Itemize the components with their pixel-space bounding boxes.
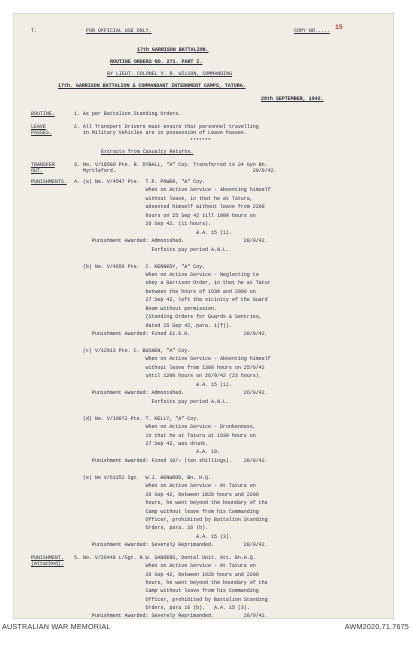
punishment-line: (Standing Orders for Guards & Sentries, <box>74 314 262 321</box>
punishment-line: Punishment Awarded: Admonished. 26/9/42. <box>74 390 268 397</box>
punishment-line: 26 Sep 42, between 1820 hours and 2200 <box>74 491 259 498</box>
transfer-heading-2: OUT. <box>31 168 43 174</box>
punishment-line: Punishment Awarded: Fined £1.0.0. 28/9/42. <box>74 331 268 338</box>
punishment-line: A.A. 15 (3). <box>74 533 232 540</box>
attached-heading-2: (Attached). <box>31 561 64 567</box>
attached-punishment-line: Punishment Awarded: Severely Reprimanded. 28/9/42. <box>74 613 268 620</box>
punishment-line: without leave, in that he at Tatura, <box>74 195 253 202</box>
archive-footer <box>0 622 413 653</box>
punishment-line: A.A. 15 (1). <box>74 229 232 236</box>
punishment-line: 27 Sep 42, was drunk. <box>74 440 209 447</box>
attached-punishment-line: hours, he went beyond the boundary of the <box>74 579 268 586</box>
punishment-line: 26 Sep 42. (11 hours). <box>74 221 212 228</box>
punishment-line: Orders, para. 16 (b). <box>74 525 209 532</box>
attached-punishment-line: 5. No. V/26448 L/Sgt. N.W. SANDERS, Dental Unit. Att. Bn.H.Q. <box>74 555 256 561</box>
classification-label: FOR OFFICIAL USE ONLY. <box>86 28 152 34</box>
punishment-line: Punishment Awarded: Admonished. 28/9/42. <box>74 238 268 245</box>
punishment-line: hours, he went beyond the boundary of the <box>74 500 268 507</box>
punishments-heading: PUNISHMENTS. <box>31 179 67 185</box>
order-date: 28th SEPTEMBER, 1942. <box>261 96 324 102</box>
attached-punishment-line: Orders, para 16 (b). A.A. 15 (3). <box>74 604 250 611</box>
copy-label: COPY NO..... <box>294 28 330 34</box>
punishment-line: When on Active Service - Absenting himself <box>74 356 271 363</box>
location-line: 17th. GARRISON BATTALION & COMMANDANT INTERNMENT CAMPS, TATURA. <box>58 83 246 89</box>
punishment-line: dated 15 Sep 42, para. 1(f)). <box>74 322 232 329</box>
archive-reference: AWM2020.71.7675 <box>344 622 409 631</box>
punishment-line: A.A. 19. <box>74 449 220 456</box>
leave-text-2: in Military Vehicles are in possession of Leave Passes. <box>74 130 247 136</box>
punishment-line: 4. (a) No. V/4547 Pte. T.P. POWER, "A" Coy. <box>74 179 206 185</box>
punishment-line: between the hours of 1930 and 2000 on <box>74 288 256 295</box>
leave-heading-2: PASSES. <box>31 130 52 136</box>
punishment-line: Forfeits pay period A.W.L. <box>74 246 229 253</box>
punishment-line: Camp without leave from his Commanding <box>74 508 259 515</box>
unit-title: 17th GARRISON BATTALION. <box>137 47 209 53</box>
punishment-line: hours on 25 Sep 42 till 1000 hours on <box>74 212 256 219</box>
punishment-line: (c) V/12013 Pte. C. BUSHEN, "A" Coy. <box>74 348 191 354</box>
punishment-line: obey a Garrison Order, in that he at Tatur <box>74 280 271 287</box>
punishment-line: Forfeits pay period A.W.L. <box>74 398 229 405</box>
punishment-line: (b) No. V/4656 Pte. C. KENNEDY, "A" Coy. <box>74 263 206 270</box>
transfer-text-2: Myrtleford. 29/9/42. <box>74 168 277 174</box>
extracts-heading: Extracts from Casualty Returns. <box>101 149 194 155</box>
document-body <box>14 14 393 618</box>
orders-title: ROUTINE ORDERS NO. 271. PART I. <box>110 59 203 65</box>
attached-punishment-line: Officer, prohibited by Battalion Standing <box>74 596 268 603</box>
archive-name: AUSTRALIAN WAR MEMORIAL <box>2 622 111 631</box>
punishment-line: When on Active Service - Absenting himself <box>74 187 271 194</box>
punishment-line: without leave from 1300 hours on 25/9/42 <box>74 364 265 371</box>
routine-heading: ROUTINE. <box>31 111 55 117</box>
punishment-line: Room without permission. <box>74 305 217 312</box>
punishment-line: (e) No V/61252 Sgt. W.J. HENWOOD, Bn. H.Q. <box>74 474 212 481</box>
document-sheet <box>14 14 393 618</box>
leave-heading-1: LEAVE <box>31 124 46 130</box>
routine-text: 1. As per Battalion Standing Orders. <box>74 111 182 117</box>
attached-punishment-line: When on Active Service - At Tatura on <box>74 563 256 570</box>
punishment-line: (d) No. V/19072 Pte. T. KELLY, "A" Coy. <box>74 415 200 422</box>
punishment-line: Punishment Awarded: Severely Reprimanded. 28/9/42. <box>74 542 268 549</box>
punishment-line: in that he at Tatura at 1930 hours on <box>74 432 256 439</box>
section-divider: ******* <box>190 138 211 144</box>
punishment-line: When on Active Service - Drunkenness, <box>74 424 256 431</box>
punishment-line: absented himself without leave from 2200 <box>74 204 265 211</box>
commander-line: BY LIEUT. COLONEL V. R. WILSON, COMMANDING <box>107 71 233 77</box>
punishment-line: When on Active Service - At Tatura on <box>74 483 256 490</box>
punishment-line: until 1200 hours on 26/9/42 (23 hours). <box>74 373 262 380</box>
attached-punishment-line: Camp without leave from his Commanding <box>74 588 259 595</box>
punishment-line: When on Active Service - Neglecting to <box>74 271 259 278</box>
transfer-text-1: 3. No. V/18580 Pte. R. DYBALL, "A" Coy. Transferred to 24 Gyn Bn. <box>74 162 268 168</box>
copy-number-stamp: 15 <box>335 24 343 31</box>
punishment-line: Punishment Awarded: Fined 10/- (ten shillings). 28/9/42. <box>74 457 268 464</box>
punishment-line: A.A. 15 (1). <box>74 381 232 388</box>
punishment-line: 27 Sep 42, left the vicinity of the Guard <box>74 297 268 304</box>
leave-text-1: 2. All Transport Drivers must ensure that personnel travelling <box>74 124 259 130</box>
punishment-line: Officer, prohibited by Battalion Standing <box>74 517 268 523</box>
file-mark: T. <box>31 28 37 34</box>
attached-heading-1: PUNISHMENT. <box>31 555 64 561</box>
attached-punishment-line: 26 Sep 42, between 1920 hours and 2200 <box>74 571 259 578</box>
transfer-heading-1: TRANSFER <box>31 162 55 168</box>
